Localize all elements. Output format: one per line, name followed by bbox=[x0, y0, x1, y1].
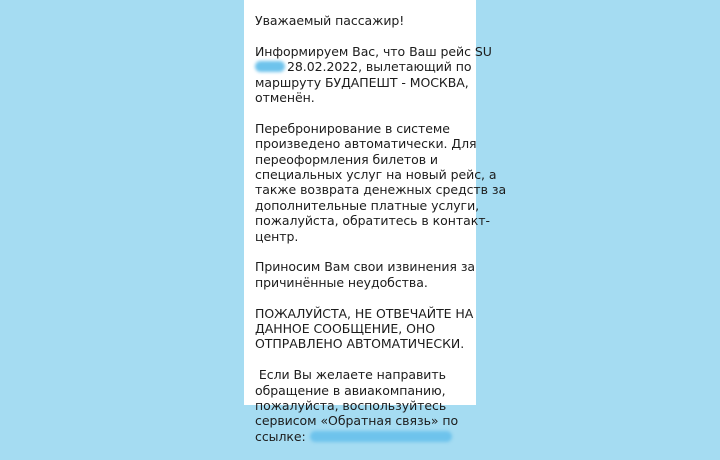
redacted-flight-number bbox=[255, 61, 285, 72]
apology-line: причинённые неудобства. bbox=[255, 274, 428, 290]
rebooking-line: произведено автоматически. Для bbox=[255, 136, 477, 152]
email-body bbox=[255, 13, 507, 460]
notice-line: маршруту БУДАПЕШТ - МОСКВА, bbox=[255, 74, 469, 90]
feedback-link-prefix: ссылке: bbox=[255, 428, 306, 444]
notice-line: отменён. bbox=[255, 90, 315, 106]
feedback-line: пожалуйста, воспользуйтесь bbox=[255, 398, 447, 414]
notice-line: Информируем Вас, что Ваш рейс SU bbox=[255, 43, 492, 59]
email-message-panel bbox=[244, 0, 507, 444]
rebooking-line: центр. bbox=[255, 228, 299, 244]
warning-line: ОТПРАВЛЕНО АВТОМАТИЧЕСКИ. bbox=[255, 336, 465, 352]
greeting bbox=[255, 13, 477, 28]
no-reply-warning bbox=[255, 306, 477, 352]
rebooking-line: также возврата денежных средств за bbox=[255, 182, 507, 198]
warning-line: ДАННОЕ СООБЩЕНИЕ, ОНО bbox=[255, 321, 435, 337]
rebooking-paragraph bbox=[255, 120, 507, 244]
redacted-feedback-link[interactable] bbox=[310, 431, 452, 442]
greeting-text: Уважаемый пассажир! bbox=[255, 13, 405, 28]
feedback-line: обращение в авиакомпанию, bbox=[255, 382, 446, 398]
apology-paragraph bbox=[255, 259, 477, 290]
feedback-line: сервисом «Обратная связь» по bbox=[255, 413, 459, 429]
warning-line: ПОЖАЛУЙСТА, НЕ ОТВЕЧАЙТЕ НА bbox=[255, 305, 474, 321]
feedback-line: Если Вы желаете направить bbox=[255, 367, 446, 383]
feedback-paragraph bbox=[255, 367, 477, 444]
rebooking-line: дополнительные платные услуги, bbox=[255, 197, 480, 213]
notice-date-text: 28.02.2022, вылетающий по bbox=[287, 59, 472, 75]
cancellation-notice bbox=[255, 43, 492, 106]
rebooking-line: пожалуйста, обратитесь в контакт- bbox=[255, 213, 490, 229]
feedback-line bbox=[255, 429, 477, 444]
apology-line: Приносим Вам свои извинения за bbox=[255, 259, 476, 275]
notice-line bbox=[255, 59, 477, 74]
rebooking-line: переоформления билетов и bbox=[255, 151, 439, 167]
rebooking-line: специальных услуг на новый рейс, а bbox=[255, 167, 497, 183]
rebooking-line: Перебронирование в системе bbox=[255, 120, 450, 136]
